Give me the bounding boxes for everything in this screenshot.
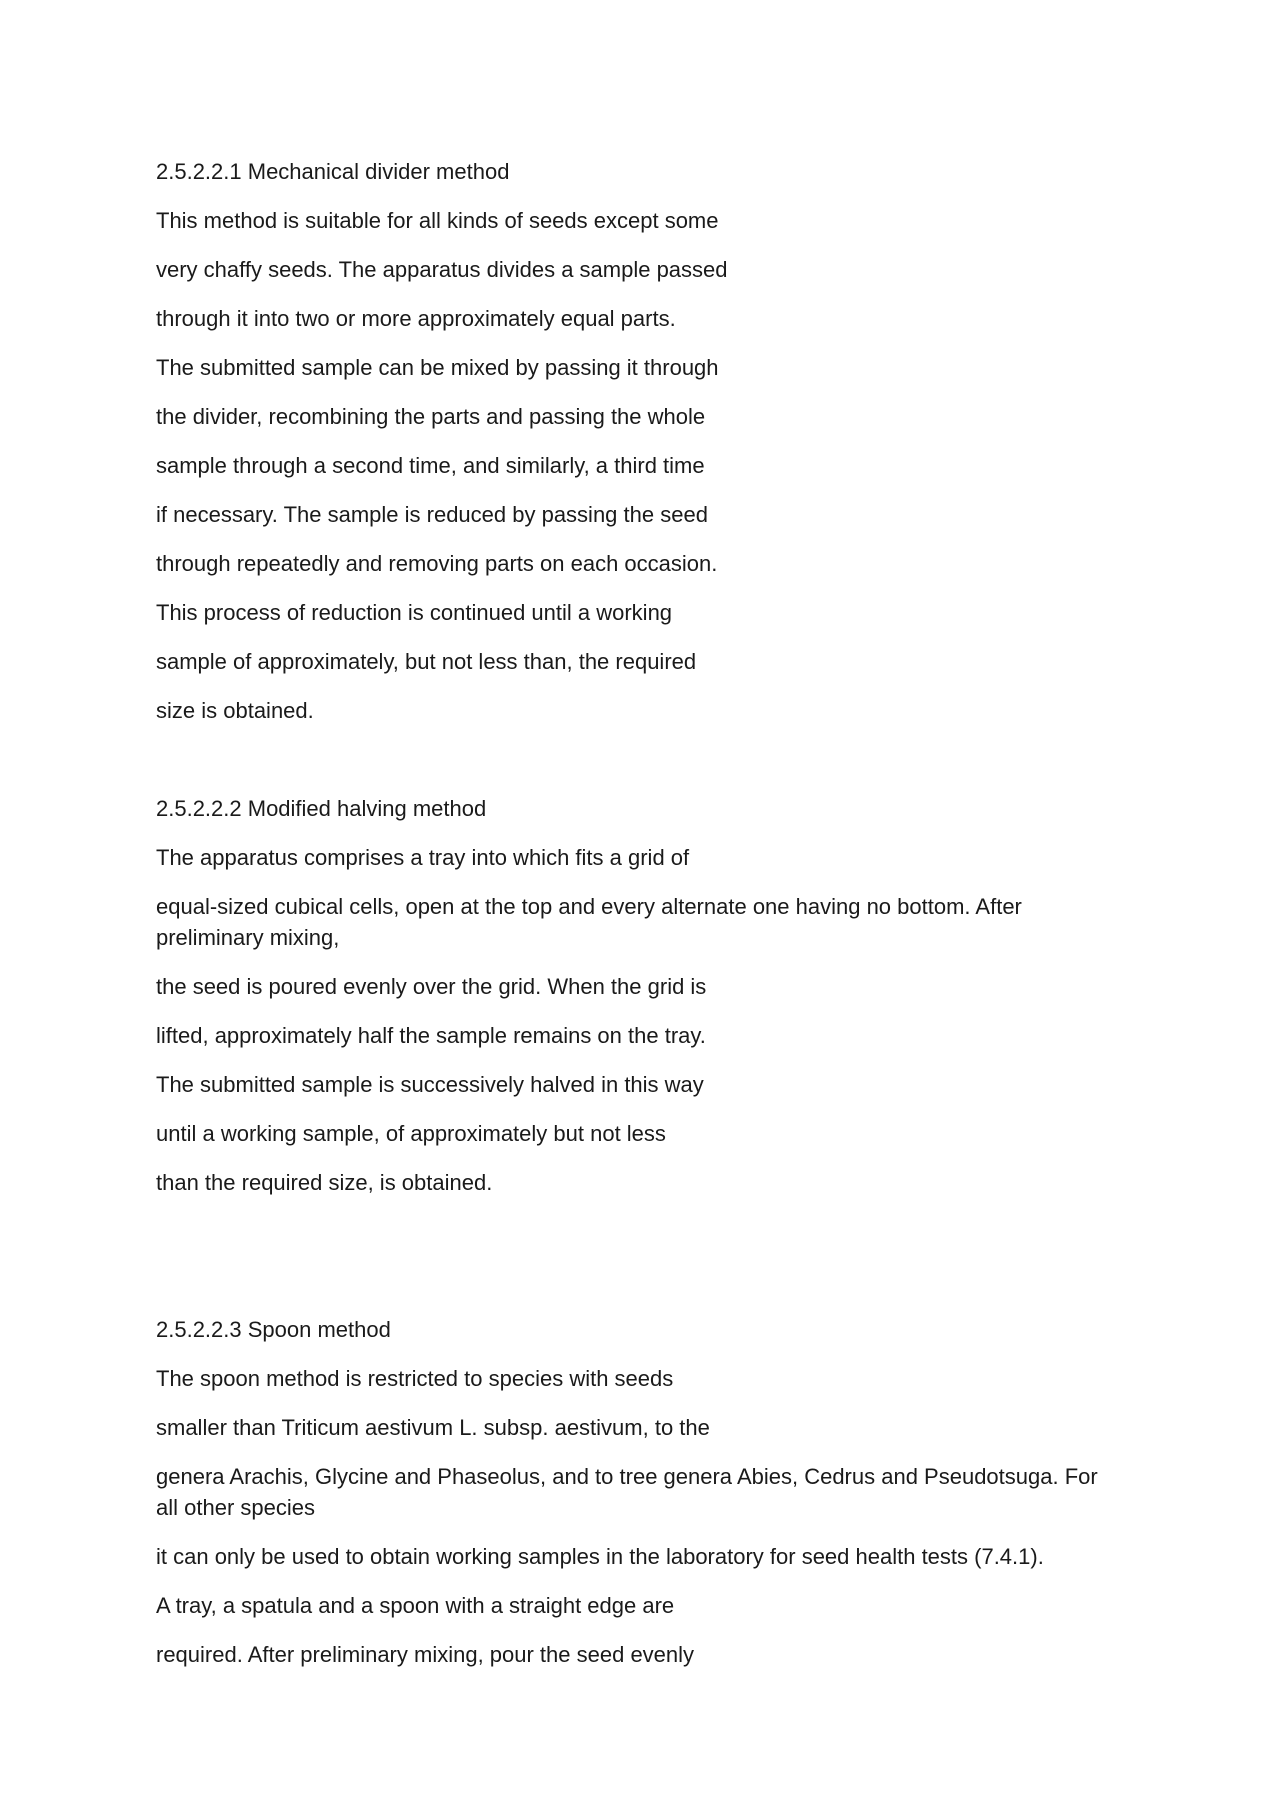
paragraph-line: equal-sized cubical cells, open at the top and every alternate one having no bottom. After preliminary mixing, (156, 894, 1022, 950)
paragraph-line: This process of reduction is continued until a working (156, 600, 673, 625)
section-heading: 2.5.2.2.2 Modified halving method (156, 796, 487, 821)
paragraph-line: genera Arachis, Glycine and Phaseolus, and to tree genera Abies, Cedrus and Pseudotsuga. For all other species (156, 1464, 1098, 1520)
section-heading: 2.5.2.2.3 Spoon method (156, 1317, 391, 1342)
section-spoon-method (156, 1314, 1116, 1670)
section-modified-halving (156, 793, 1116, 1198)
blank-lines (156, 1216, 1116, 1314)
paragraph-line: A tray, a spatula and a spoon with a straight edge are (156, 1593, 675, 1618)
paragraph-line: the divider, recombining the parts and passing the whole (156, 404, 706, 429)
paragraph-line: if necessary. The sample is reduced by passing the seed (156, 502, 708, 527)
section-heading: 2.5.2.2.1 Mechanical divider method (156, 159, 510, 184)
paragraph-line: This method is suitable for all kinds of seeds except some (156, 208, 719, 233)
paragraph-line: The spoon method is restricted to species with seeds (156, 1366, 674, 1391)
paragraph-line: The submitted sample is successively halved in this way (156, 1072, 704, 1097)
paragraph-line: lifted, approximately half the sample remains on the tray. (156, 1023, 706, 1048)
section-mechanical-divider (156, 156, 1116, 726)
blank-line (156, 744, 1116, 793)
paragraph-line: sample through a second time, and similarly, a third time (156, 453, 705, 478)
paragraph-line: it can only be used to obtain working samples in the laboratory for seed health tests (7.4.1). (156, 1544, 1044, 1569)
paragraph-line: through it into two or more approximately equal parts. (156, 306, 676, 331)
paragraph-line: The apparatus comprises a tray into which fits a grid of (156, 845, 690, 870)
paragraph-line: until a working sample, of approximately but not less (156, 1121, 666, 1146)
document-body (156, 156, 1116, 1688)
paragraph-line: through repeatedly and removing parts on each occasion. (156, 551, 718, 576)
paragraph-line: size is obtained. (156, 698, 314, 723)
paragraph-line: the seed is poured evenly over the grid. When the grid is (156, 974, 707, 999)
paragraph-line: than the required size, is obtained. (156, 1170, 493, 1195)
paragraph-line: required. After preliminary mixing, pour the seed evenly (156, 1642, 695, 1667)
paragraph-line: very chaffy seeds. The apparatus divides a sample passed (156, 257, 728, 282)
paragraph-line: smaller than Triticum aestivum L. subsp. aestivum, to the (156, 1415, 710, 1440)
paragraph-line: The submitted sample can be mixed by passing it through (156, 355, 719, 380)
paragraph-line: sample of approximately, but not less than, the required (156, 649, 697, 674)
